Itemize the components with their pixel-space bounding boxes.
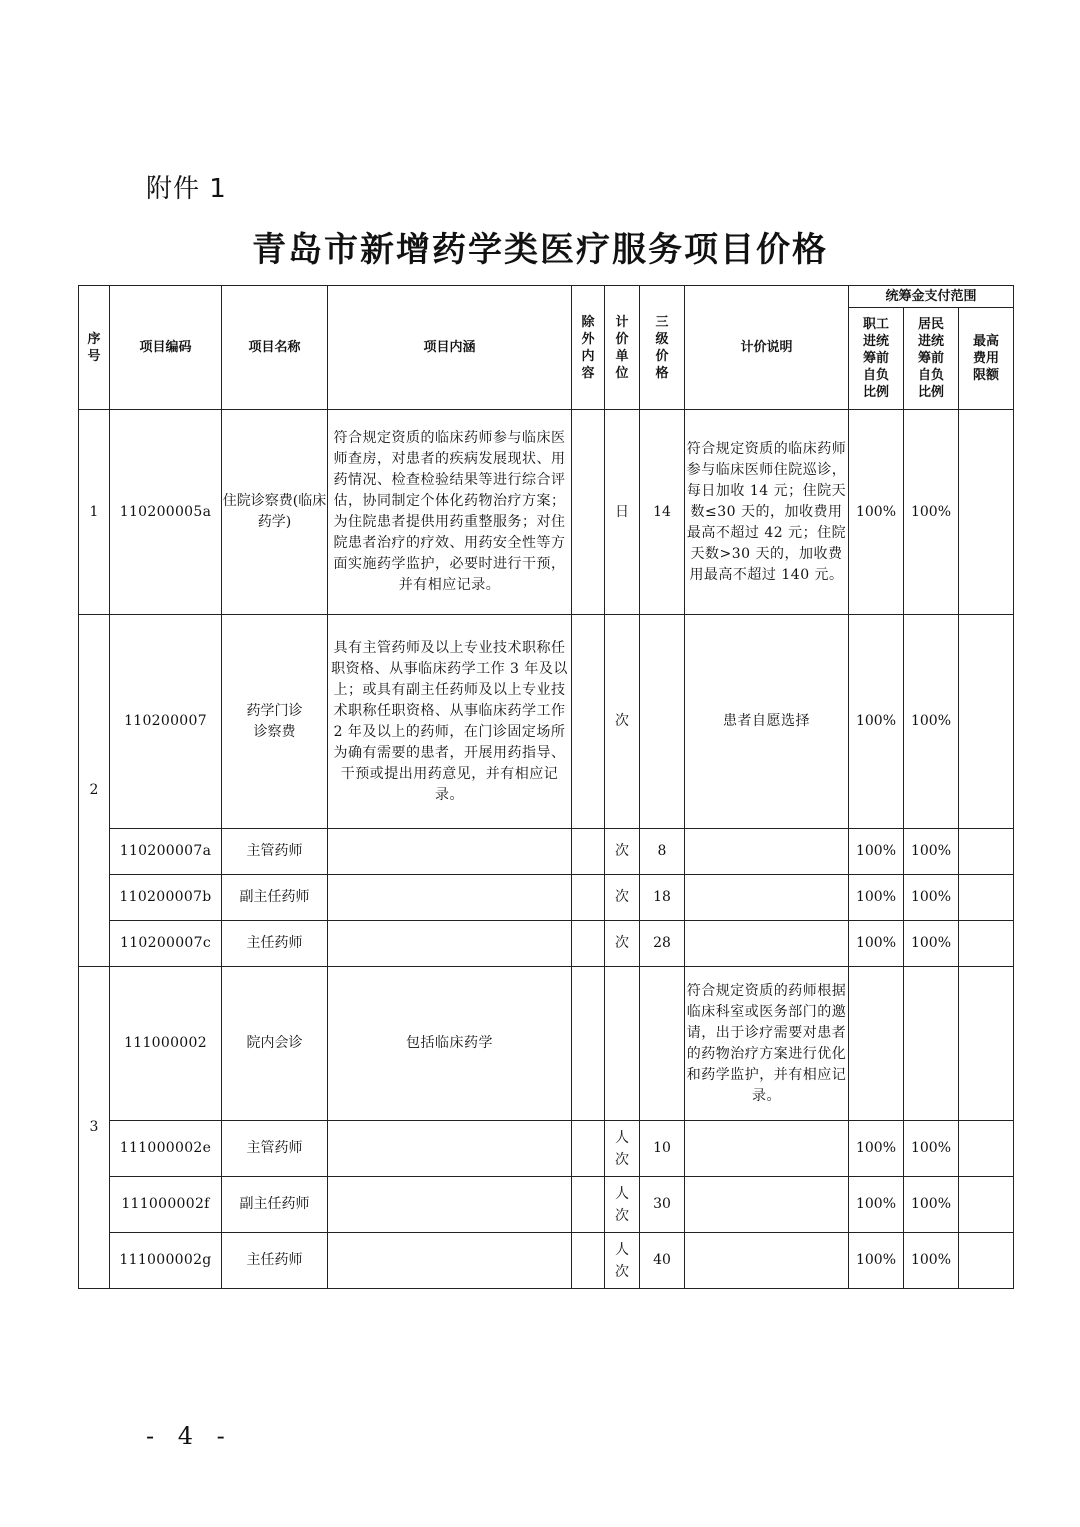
resident-ratio-cell: 100%	[904, 410, 959, 615]
price-cell: 14	[640, 410, 685, 615]
price-cell: 30	[640, 1177, 685, 1233]
table-row	[79, 875, 1014, 921]
excluded-cell	[572, 1121, 605, 1177]
max-limit-cell	[959, 615, 1014, 829]
header-resident-ratio: 居民进统筹前自负比例	[904, 308, 959, 410]
excluded-cell	[572, 1233, 605, 1289]
header-max-limit: 最高费用限额	[959, 308, 1014, 410]
name-cell: 院内会诊	[222, 967, 328, 1121]
max-limit-cell	[959, 1233, 1014, 1289]
table-row	[79, 1121, 1014, 1177]
employee-ratio-cell: 100%	[849, 1177, 904, 1233]
excluded-cell	[572, 921, 605, 967]
unit-cell: 人次	[605, 1121, 640, 1177]
price-cell	[640, 967, 685, 1121]
employee-ratio-cell: 100%	[849, 875, 904, 921]
price-cell: 10	[640, 1121, 685, 1177]
content-cell: 符合规定资质的临床药师参与临床医师查房，对患者的疾病发展现状、用药情况、检查检验结果等进行综合评估，协同制定个体化药物治疗方案；为住院患者提供用药重整服务；对住院患者治疗的疗效、用药安全性等方面实施药学监护，必要时进行干预，并有相应记录。	[328, 410, 572, 615]
unit-cell	[605, 967, 640, 1121]
table-row	[79, 1177, 1014, 1233]
name-cell: 主任药师	[222, 921, 328, 967]
name-cell: 副主任药师	[222, 1177, 328, 1233]
header-price: 三级价格	[640, 286, 685, 410]
note-cell: 患者自愿选择	[685, 615, 849, 829]
table-row	[79, 829, 1014, 875]
price-cell: 28	[640, 921, 685, 967]
unit-cell: 日	[605, 410, 640, 615]
table-header	[79, 286, 1014, 410]
code-cell: 111000002f	[110, 1177, 222, 1233]
seq-cell: 3	[79, 967, 110, 1289]
header-employee-ratio: 职工进统筹前自负比例	[849, 308, 904, 410]
note-cell: 符合规定资质的临床药师参与临床医师住院巡诊，每日加收 14 元；住院天数≤30 天的，加收费用最高不超过 42 元；住院天数>30 天的，加收费用最高不超过 140 元。	[685, 410, 849, 615]
note-cell	[685, 875, 849, 921]
header-note: 计价说明	[685, 286, 849, 410]
content-cell: 具有主管药师及以上专业技术职称任职资格、从事临床药学工作 3 年及以上；或具有副主任药师及以上专业技术职称任职资格、从事临床药学工作 2 年及以上的药师，在门诊固定场所为确有需要的患者，开展用药指导、干预或提出用药意见，并有相应记录。	[328, 615, 572, 829]
table-row	[79, 967, 1014, 1121]
max-limit-cell	[959, 875, 1014, 921]
table-row	[79, 1233, 1014, 1289]
excluded-cell	[572, 967, 605, 1121]
header-name: 项目名称	[222, 286, 328, 410]
unit-cell: 次	[605, 875, 640, 921]
unit-cell: 次	[605, 829, 640, 875]
note-cell	[685, 1121, 849, 1177]
excluded-cell	[572, 615, 605, 829]
max-limit-cell	[959, 1177, 1014, 1233]
code-cell: 110200007b	[110, 875, 222, 921]
table-body	[79, 410, 1014, 1289]
table-row	[79, 615, 1014, 829]
document-title: 青岛市新增药学类医疗服务项目价格	[252, 230, 828, 270]
header-content: 项目内涵	[328, 286, 572, 410]
header-excluded: 除外内容	[572, 286, 605, 410]
max-limit-cell	[959, 921, 1014, 967]
max-limit-cell	[959, 829, 1014, 875]
unit-cell: 次	[605, 921, 640, 967]
resident-ratio-cell: 100%	[904, 1121, 959, 1177]
note-cell	[685, 829, 849, 875]
resident-ratio-cell: 100%	[904, 829, 959, 875]
header-unit: 计价单位	[605, 286, 640, 410]
note-cell	[685, 1177, 849, 1233]
resident-ratio-cell: 100%	[904, 615, 959, 829]
table-row	[79, 921, 1014, 967]
name-cell: 主管药师	[222, 829, 328, 875]
name-cell: 药学门诊诊察费	[222, 615, 328, 829]
excluded-cell	[572, 875, 605, 921]
note-cell	[685, 1233, 849, 1289]
table-row	[79, 410, 1014, 615]
excluded-cell	[572, 829, 605, 875]
content-cell: 包括临床药学	[328, 967, 572, 1121]
code-cell: 111000002e	[110, 1121, 222, 1177]
page-number: - 4 -	[146, 1422, 233, 1450]
code-cell: 110200007	[110, 615, 222, 829]
employee-ratio-cell: 100%	[849, 921, 904, 967]
resident-ratio-cell: 100%	[904, 921, 959, 967]
content-cell	[328, 1121, 572, 1177]
employee-ratio-cell: 100%	[849, 410, 904, 615]
employee-ratio-cell: 100%	[849, 615, 904, 829]
content-cell	[328, 829, 572, 875]
unit-cell: 次	[605, 615, 640, 829]
header-code: 项目编码	[110, 286, 222, 410]
content-cell	[328, 1233, 572, 1289]
price-cell	[640, 615, 685, 829]
resident-ratio-cell	[904, 967, 959, 1121]
resident-ratio-cell: 100%	[904, 1233, 959, 1289]
excluded-cell	[572, 410, 605, 615]
code-cell: 110200007c	[110, 921, 222, 967]
resident-ratio-cell: 100%	[904, 875, 959, 921]
name-cell: 主管药师	[222, 1121, 328, 1177]
header-seq: 序号	[79, 286, 110, 410]
price-cell: 18	[640, 875, 685, 921]
seq-cell: 2	[79, 615, 110, 967]
unit-cell: 人次	[605, 1177, 640, 1233]
header-fund-group: 统筹金支付范围	[849, 286, 1014, 308]
name-cell: 副主任药师	[222, 875, 328, 921]
code-cell: 110200007a	[110, 829, 222, 875]
max-limit-cell	[959, 410, 1014, 615]
employee-ratio-cell	[849, 967, 904, 1121]
seq-cell: 1	[79, 410, 110, 615]
content-cell	[328, 875, 572, 921]
content-cell	[328, 921, 572, 967]
attachment-label: 附件 1	[146, 174, 227, 204]
price-cell: 40	[640, 1233, 685, 1289]
price-cell: 8	[640, 829, 685, 875]
note-cell	[685, 921, 849, 967]
code-cell: 110200005a	[110, 410, 222, 615]
unit-cell: 人次	[605, 1233, 640, 1289]
employee-ratio-cell: 100%	[849, 1121, 904, 1177]
name-cell: 主任药师	[222, 1233, 328, 1289]
name-cell: 住院诊察费(临床药学)	[222, 410, 328, 615]
code-cell: 111000002g	[110, 1233, 222, 1289]
note-cell: 符合规定资质的药师根据临床科室或医务部门的邀请，出于诊疗需要对患者的药物治疗方案进行优化和药学监护，并有相应记录。	[685, 967, 849, 1121]
resident-ratio-cell: 100%	[904, 1177, 959, 1233]
excluded-cell	[572, 1177, 605, 1233]
content-cell	[328, 1177, 572, 1233]
code-cell: 111000002	[110, 967, 222, 1121]
max-limit-cell	[959, 967, 1014, 1121]
employee-ratio-cell: 100%	[849, 1233, 904, 1289]
max-limit-cell	[959, 1121, 1014, 1177]
price-table	[78, 285, 1014, 1289]
employee-ratio-cell: 100%	[849, 829, 904, 875]
